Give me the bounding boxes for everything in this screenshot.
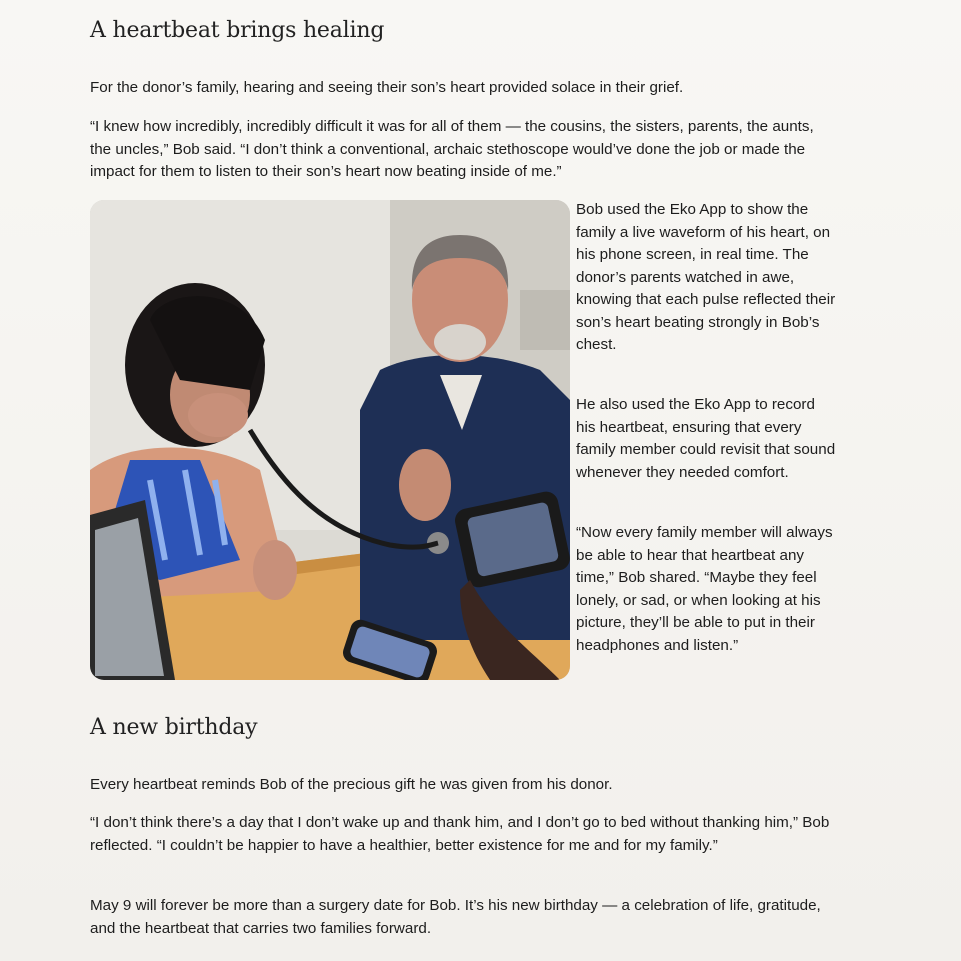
quote-paragraph: “I don’t think there’s a day that I don’t wake up and thank him, and I don’t go to bed without thanking him,” Bob reflected. “I couldn’t be happier to have a healthier, better existence for me and for my family.” — [90, 814, 830, 854]
paragraph: For the donor’s family, hearing and seeing their son’s heart provided solace in their grief. — [90, 79, 684, 96]
quote-paragraph: “I knew how incredibly, incredibly difficult it was for all of them — the cousins, the sisters, parents, the aunts, the uncles,” Bob said. “I don’t think a conventional, archaic stethoscope would’ve done the job or made the impact for them to listen to their son’s heart now beating inside of me.” — [90, 118, 814, 180]
side-quote-paragraph: “Now every family member will always be able to hear that heartbeat any time,” Bob shared. “Maybe they feel lonely, or sad, or when looking at his picture, they’ll be able to put in their headphones and listen.” — [576, 524, 833, 654]
paragraph: Every heartbeat reminds Bob of the precious gift he was given from his donor. — [90, 776, 613, 793]
photo-illustration — [90, 200, 570, 680]
article-photo — [90, 200, 570, 680]
side-paragraph: He also used the Eko App to record his heartbeat, ensuring that every family member could revisit that sound whenever they needed comfort. — [576, 396, 836, 481]
section-heading-birthday: A new birthday — [90, 715, 258, 740]
section-heading-healing: A heartbeat brings healing — [90, 18, 385, 43]
side-paragraph: Bob used the Eko App to show the family a live waveform of his heart, on his phone screen, in real time. The donor’s parents watched in awe, knowing that each pulse reflected their son’s heart beating strongly in Bob’s chest. — [576, 201, 836, 353]
paragraph: May 9 will forever be more than a surgery date for Bob. It’s his new birthday — a celebration of life, gratitude, and the heartbeat that carries two families forward. — [90, 897, 821, 937]
